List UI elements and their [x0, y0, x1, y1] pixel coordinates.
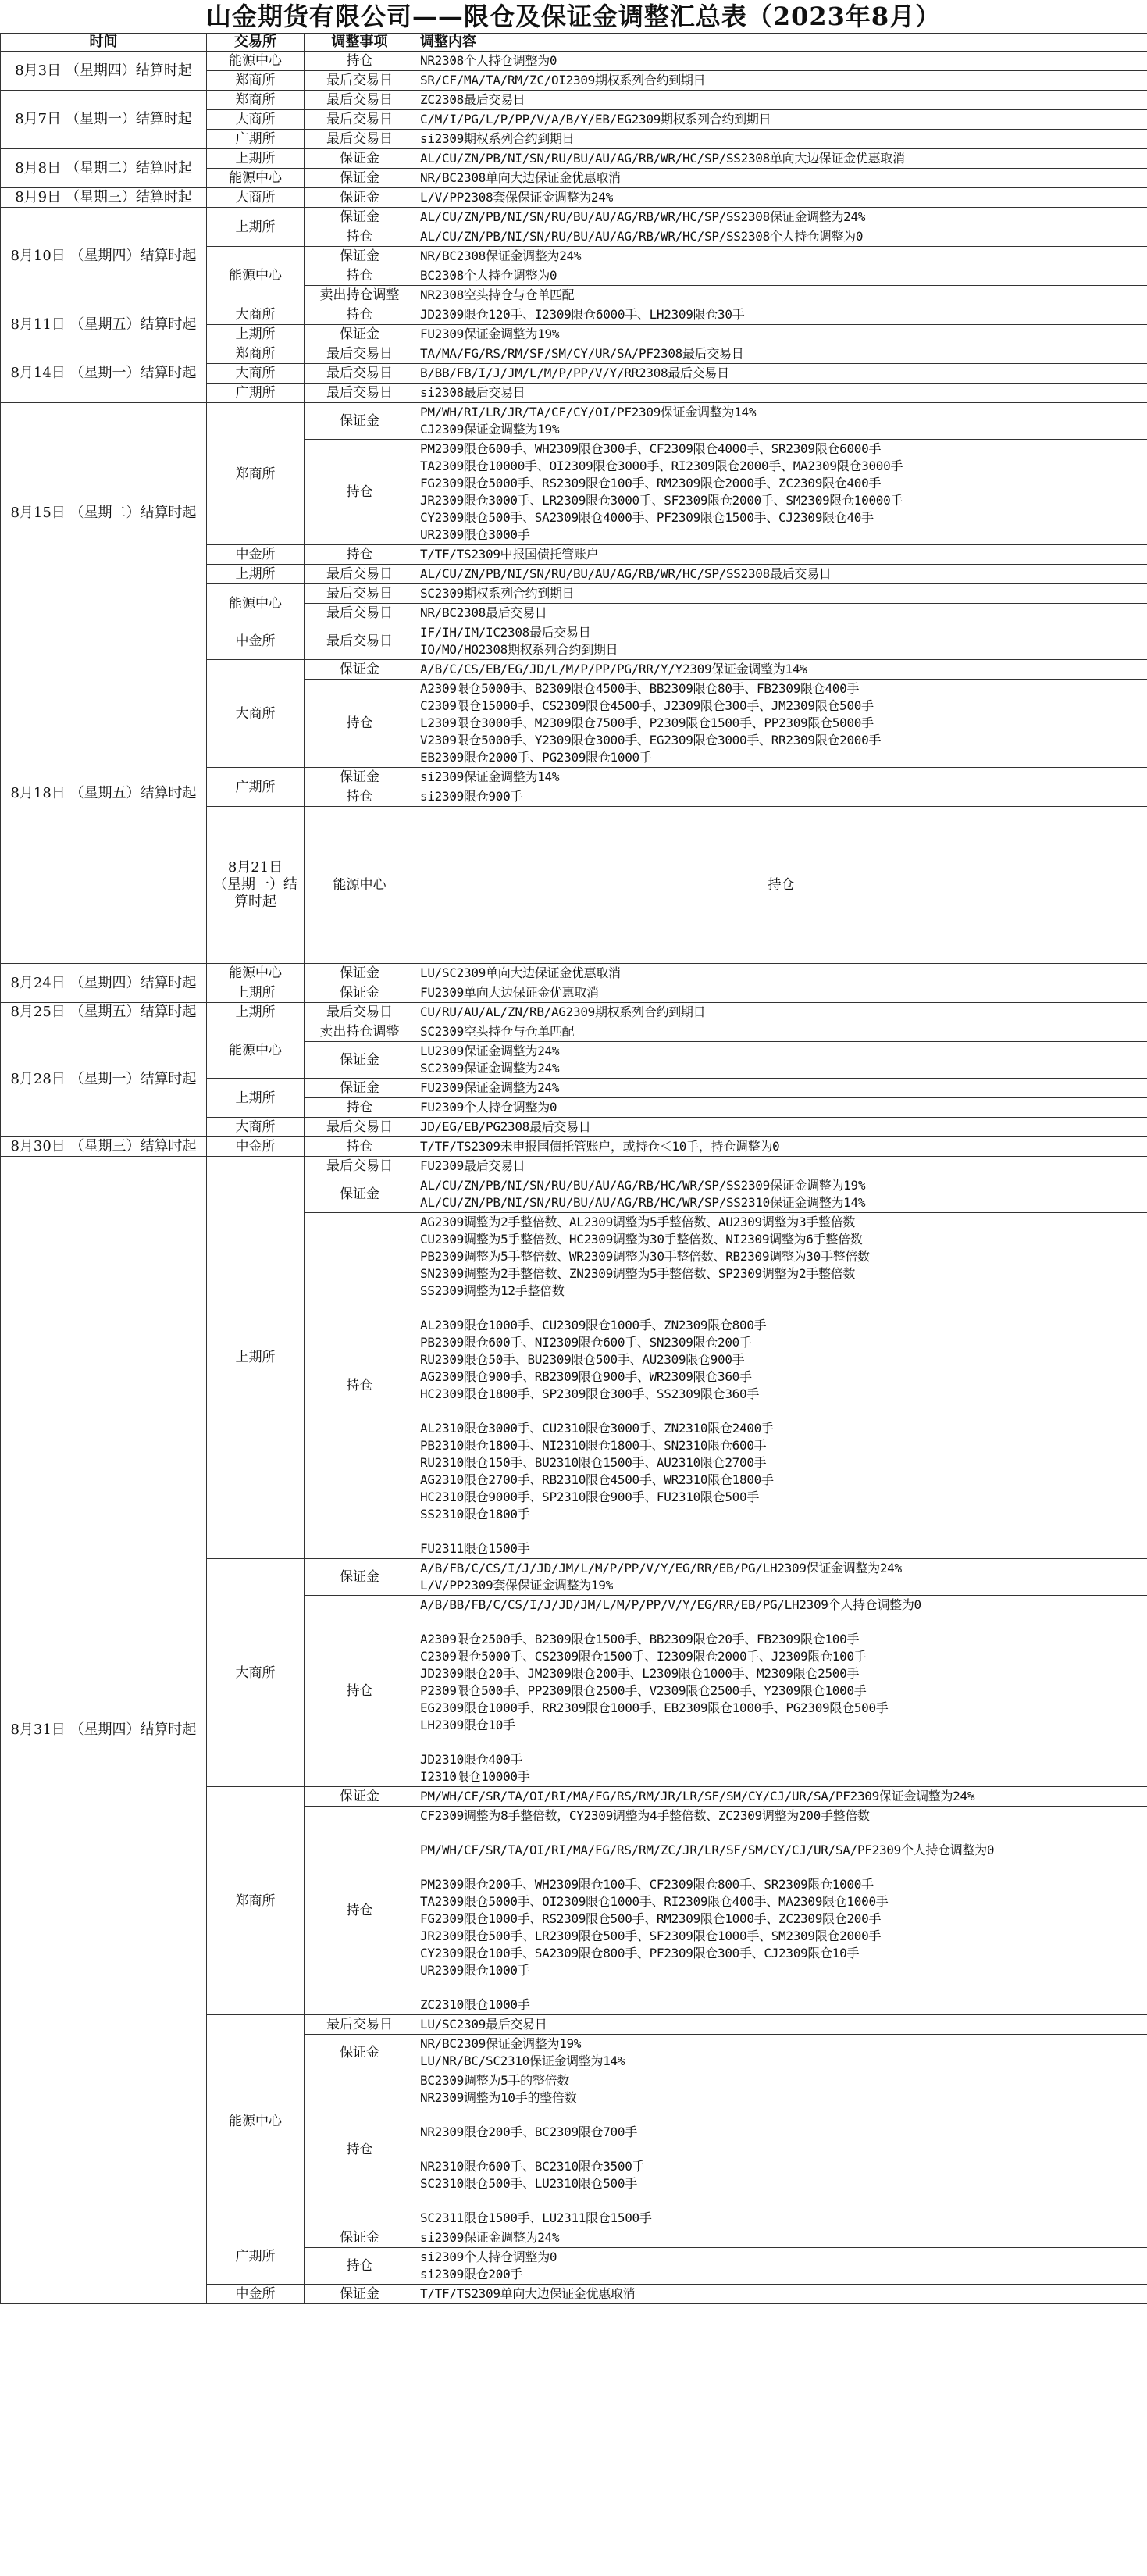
adjustment-type-cell: 持仓	[415, 807, 1147, 964]
date-cell: 8月18日 （星期五）结算时起	[1, 623, 207, 964]
adjustment-type-cell: 保证金	[305, 325, 415, 344]
exchange-cell: 大商所	[207, 364, 305, 384]
adjustment-content-cell: PM/WH/RI/LR/JR/TA/CF/CY/OI/PF2309保证金调整为14% CJ2309保证金调整为19%	[415, 403, 1147, 440]
adjustment-content-cell: LU/SC2309单向大边保证金优惠取消	[415, 964, 1147, 983]
date-cell: 8月11日 （星期五）结算时起	[1, 305, 207, 344]
date-cell: 8月21日 （星期一）结算时起	[207, 807, 305, 964]
adjustment-type-cell: 保证金	[305, 188, 415, 208]
table-row	[1, 305, 1147, 325]
adjustment-type-cell: 保证金	[305, 983, 415, 1003]
adjustment-type-cell: 持仓	[305, 1807, 415, 2015]
adjustment-type-cell: 最后交易日	[305, 364, 415, 384]
exchange-cell: 上期所	[207, 1079, 305, 1118]
adjustment-content-cell: AL/CU/ZN/PB/NI/SN/RU/BU/AU/AG/RB/WR/HC/SP/SS2308单向大边保证金优惠取消	[415, 149, 1147, 169]
adjustment-content-cell: PM2309限仓600手、WH2309限仓300手、CF2309限仓4000手、SR2309限仓6000手 TA2309限仓10000手、OI2309限仓3000手、RI2309限仓2000手、MA2309限仓3000手 FG2309限仓5000手、RS2309限仓100手、RM2309限仓2000手、ZC2309限仓400手 JR2309限仓3000手、LR2309限仓3000手、SF2309限仓2000手、SM2309限仓10000手 CY2309限仓500手、SA2309限仓4000手、PF2309限仓1500手、CJ2309限仓40手 UR2309限仓3000手	[415, 440, 1147, 545]
exchange-cell: 广期所	[207, 384, 305, 403]
adjustment-content-cell: TA/MA/FG/RS/RM/SF/SM/CY/UR/SA/PF2308最后交易日	[415, 344, 1147, 364]
exchange-cell: 郑商所	[207, 71, 305, 91]
table-body	[1, 52, 1147, 2304]
date-cell: 8月15日 （星期二）结算时起	[1, 403, 207, 623]
adjustment-content-cell: FU2309保证金调整为24%	[415, 1079, 1147, 1098]
adjustment-type-cell: 持仓	[305, 1137, 415, 1157]
adjustment-type-cell: 持仓	[305, 52, 415, 71]
adjustment-type-cell: 持仓	[305, 1213, 415, 1559]
adjustment-content-cell: FU2309保证金调整为19%	[415, 325, 1147, 344]
adjustment-type-cell: 保证金	[305, 149, 415, 169]
adjustment-type-cell: 持仓	[305, 545, 415, 565]
adjustment-type-cell: 最后交易日	[305, 1003, 415, 1022]
table-row	[1, 964, 1147, 983]
adjustment-content-cell: NR2308空头持仓与仓单匹配	[415, 286, 1147, 305]
table-row	[1, 403, 1147, 440]
exchange-cell: 能源中心	[207, 247, 305, 305]
adjustment-content-cell: SR/CF/MA/TA/RM/ZC/OI2309期权系列合约到期日	[415, 71, 1147, 91]
adjustment-content-cell: SC2309空头持仓与仓单匹配	[415, 1022, 1147, 1042]
table-row	[1, 91, 1147, 110]
exchange-cell: 大商所	[207, 1559, 305, 1787]
adjustment-content-cell: CU/RU/AU/AL/ZN/RB/AG2309期权系列合约到期日	[415, 1003, 1147, 1022]
adjustment-type-cell: 最后交易日	[305, 604, 415, 623]
exchange-cell: 上期所	[207, 983, 305, 1003]
adjustment-content-cell: FU2309单向大边保证金优惠取消	[415, 983, 1147, 1003]
table-row	[1, 208, 1147, 227]
adjustment-type-cell: 保证金	[305, 169, 415, 188]
adjustment-type-cell: 卖出持仓调整	[305, 1022, 415, 1042]
exchange-cell: 能源中心	[207, 52, 305, 71]
exchange-cell: 能源中心	[207, 2015, 305, 2228]
adjustment-content-cell: NR/BC2309保证金调整为19% LU/NR/BC/SC2310保证金调整为14%	[415, 2035, 1147, 2071]
table-header-row	[1, 34, 1147, 52]
header-content: 调整内容	[415, 34, 1147, 52]
exchange-cell: 能源中心	[207, 964, 305, 983]
exchange-cell: 中金所	[207, 1137, 305, 1157]
adjustment-content-cell: A2309限仓5000手、B2309限仓4500手、BB2309限仓80手、FB2309限仓400手 C2309限仓15000手、CS2309限仓4500手、J2309限仓300手、JM2309限仓500手 L2309限仓3000手、M2309限仓7500手、P2309限仓1500手、PP2309限仓5000手 V2309限仓5000手、Y2309限仓3000手、EG2309限仓3000手、RR2309限仓2000手 EB2309限仓2000手、PG2309限仓1000手	[415, 680, 1147, 768]
adjustment-type-cell: 最后交易日	[305, 2015, 415, 2035]
adjustment-type-cell: 持仓	[305, 227, 415, 247]
exchange-cell: 上期所	[207, 149, 305, 169]
adjustment-type-cell: 最后交易日	[305, 91, 415, 110]
adjustment-type-cell: 保证金	[305, 403, 415, 440]
table-row	[1, 344, 1147, 364]
exchange-cell: 能源中心	[207, 169, 305, 188]
date-cell: 8月31日 （星期四）结算时起	[1, 1157, 207, 2304]
adjustment-content-cell: BC2309调整为5手的整倍数 NR2309调整为10手的整倍数 NR2309限仓200手、BC2309限仓700手 NR2310限仓600手、BC2310限仓3500手 SC2310限仓500手、LU2310限仓500手 SC2311限仓1500手、LU2311限仓1500手	[415, 2071, 1147, 2228]
exchange-cell: 郑商所	[207, 344, 305, 364]
exchange-cell: 广期所	[207, 130, 305, 149]
date-cell: 8月30日 （星期三）结算时起	[1, 1137, 207, 1157]
adjustment-content-cell: si2309个人持仓调整为0 si2309限仓200手	[415, 2248, 1147, 2285]
adjustment-content-cell: AL/CU/ZN/PB/NI/SN/RU/BU/AU/AG/RB/HC/WR/SP/SS2309保证金调整为19% AL/CU/ZN/PB/NI/SN/RU/BU/AU/AG/RB/HC/WR/SP/SS2310保证金调整为14%	[415, 1176, 1147, 1213]
exchange-cell: 能源中心	[207, 584, 305, 623]
adjustment-content-cell: PM/WH/CF/SR/TA/OI/RI/MA/FG/RS/RM/JR/LR/SF/SM/CY/CJ/UR/SA/PF2309保证金调整为24%	[415, 1787, 1147, 1807]
adjustment-type-cell: 最后交易日	[305, 130, 415, 149]
exchange-cell: 上期所	[207, 1003, 305, 1022]
exchange-cell: 广期所	[207, 768, 305, 807]
adjustment-type-cell: 保证金	[305, 1079, 415, 1098]
adjustment-content-cell: NR/BC2308保证金调整为24%	[415, 247, 1147, 266]
adjustment-content-cell: C/M/I/PG/L/P/PP/V/A/B/Y/EB/EG2309期权系列合约到期日	[415, 110, 1147, 130]
exchange-cell: 上期所	[207, 1157, 305, 1559]
adjustment-content-cell: L/V/PP2308套保保证金调整为24%	[415, 188, 1147, 208]
adjustment-content-cell: FU2309个人持仓调整为0	[415, 1098, 1147, 1118]
date-cell: 8月10日 （星期四）结算时起	[1, 208, 207, 305]
adjustment-type-cell: 保证金	[305, 1559, 415, 1596]
adjustment-type-cell: 最后交易日	[305, 110, 415, 130]
date-cell: 8月3日 （星期四）结算时起	[1, 52, 207, 91]
header-time: 时间	[1, 34, 207, 52]
exchange-cell: 郑商所	[207, 403, 305, 545]
exchange-cell: 大商所	[207, 305, 305, 325]
adjustment-content-cell: AL/CU/ZN/PB/NI/SN/RU/BU/AU/AG/RB/WR/HC/SP/SS2308保证金调整为24%	[415, 208, 1147, 227]
exchange-cell: 上期所	[207, 208, 305, 247]
adjustment-content-cell: si2308最后交易日	[415, 384, 1147, 403]
adjustment-content-cell: JD2309限仓120手、I2309限仓6000手、LH2309限仓30手	[415, 305, 1147, 325]
table-row	[1, 1022, 1147, 1042]
adjustment-type-cell: 保证金	[305, 964, 415, 983]
date-cell: 8月8日 （星期二）结算时起	[1, 149, 207, 188]
adjustment-content-cell: ZC2308最后交易日	[415, 91, 1147, 110]
adjustment-type-cell: 保证金	[305, 1176, 415, 1213]
adjustment-content-cell: si2309保证金调整为14%	[415, 768, 1147, 787]
date-cell: 8月24日 （星期四）结算时起	[1, 964, 207, 1003]
adjustment-type-cell: 保证金	[305, 1042, 415, 1079]
adjustment-type-cell: 最后交易日	[305, 584, 415, 604]
adjustment-type-cell: 持仓	[305, 787, 415, 807]
adjustment-content-cell: T/TF/TS2309未申报国债托管账户，或持仓＜10手，持仓调整为0	[415, 1137, 1147, 1157]
adjustment-content-cell: CF2309调整为8手整倍数，CY2309调整为4手整倍数、ZC2309调整为200手整倍数 PM/WH/CF/SR/TA/OI/RI/MA/FG/RS/RM/ZC/JR/LR/SF/SM/CY/CJ/UR/SA/PF2309个人持仓调整为0 PM2309限仓200手、WH2309限仓100手、CF2309限仓800手、SR2309限仓1000手 TA2309限仓5000手、OI2309限仓1000手、RI2309限仓400手、MA2309限仓1000手 FG2309限仓1000手、RS2309限仓500手、RM2309限仓1000手、ZC2309限仓200手 JR2309限仓500手、LR2309限仓500手、SF2309限仓1000手、SM2309限仓2000手 CY2309限仓100手、SA2309限仓800手、PF2309限仓300手、CJ2309限仓10手 UR2309限仓1000手 ZC2310限仓1000手	[415, 1807, 1147, 2015]
adjustment-type-cell: 最后交易日	[305, 1118, 415, 1137]
date-cell: 8月9日 （星期三）结算时起	[1, 188, 207, 208]
adjustment-type-cell: 最后交易日	[305, 623, 415, 660]
exchange-cell: 广期所	[207, 2228, 305, 2285]
adjustment-content-cell: IF/IH/IM/IC2308最后交易日 IO/MO/HO2308期权系列合约到期日	[415, 623, 1147, 660]
table-row	[1, 623, 1147, 660]
adjustment-type-cell: 保证金	[305, 1787, 415, 1807]
exchange-cell: 上期所	[207, 565, 305, 584]
adjustment-type-cell: 持仓	[305, 266, 415, 286]
date-cell: 8月14日 （星期一）结算时起	[1, 344, 207, 403]
adjustment-content-cell: T/TF/TS2309单向大边保证金优惠取消	[415, 2285, 1147, 2304]
adjustment-type-cell: 持仓	[305, 680, 415, 768]
adjustment-type-cell: 保证金	[305, 2035, 415, 2071]
adjustment-content-cell: si2309期权系列合约到期日	[415, 130, 1147, 149]
adjustment-type-cell: 保证金	[305, 247, 415, 266]
table-row	[1, 1157, 1147, 1176]
adjustment-content-cell: LU2309保证金调整为24% SC2309保证金调整为24%	[415, 1042, 1147, 1079]
table-row	[1, 1003, 1147, 1022]
adjustment-content-cell: A/B/C/CS/EB/EG/JD/L/M/P/PP/PG/RR/Y/Y2309保证金调整为14%	[415, 660, 1147, 680]
adjustment-content-cell: B/BB/FB/I/J/JM/L/M/P/PP/V/Y/RR2308最后交易日	[415, 364, 1147, 384]
exchange-cell: 大商所	[207, 1118, 305, 1137]
adjustment-type-cell: 持仓	[305, 2248, 415, 2285]
header-exchange: 交易所	[207, 34, 305, 52]
adjustment-content-cell: A/B/FB/C/CS/I/J/JD/JM/L/M/P/PP/V/Y/EG/RR/EB/PG/LH2309保证金调整为24% L/V/PP2309套保保证金调整为19%	[415, 1559, 1147, 1596]
table-row	[1, 149, 1147, 169]
adjustment-content-cell: BC2308个人持仓调整为0	[415, 266, 1147, 286]
date-cell: 8月7日 （星期一）结算时起	[1, 91, 207, 149]
adjustment-content-cell: AL/CU/ZN/PB/NI/SN/RU/BU/AU/AG/RB/WR/HC/SP/SS2308最后交易日	[415, 565, 1147, 584]
adjustment-type-cell: 最后交易日	[305, 565, 415, 584]
exchange-cell: 中金所	[207, 623, 305, 660]
date-cell: 8月28日 （星期一）结算时起	[1, 1022, 207, 1137]
adjustment-type-cell: 保证金	[305, 660, 415, 680]
adjustment-type-cell: 持仓	[305, 1596, 415, 1787]
adjustment-content-cell: si2309保证金调整为24%	[415, 2228, 1147, 2248]
exchange-cell: 郑商所	[207, 1787, 305, 2015]
exchange-cell: 大商所	[207, 660, 305, 768]
page-title: 山金期货有限公司——限仓及保证金调整汇总表（2023年8月）	[205, 2, 942, 31]
exchange-cell: 中金所	[207, 545, 305, 565]
adjustment-type-cell: 持仓	[305, 440, 415, 545]
exchange-cell: 能源中心	[305, 807, 415, 964]
adjustment-type-cell: 持仓	[305, 2071, 415, 2228]
table-row	[1, 52, 1147, 71]
exchange-cell: 郑商所	[207, 91, 305, 110]
adjustment-type-cell: 最后交易日	[305, 384, 415, 403]
adjustment-type-cell: 保证金	[305, 208, 415, 227]
adjustment-content-cell: AL/CU/ZN/PB/NI/SN/RU/BU/AU/AG/RB/WR/HC/SP/SS2308个人持仓调整为0	[415, 227, 1147, 247]
adjustment-table	[0, 33, 1147, 2304]
adjustment-content-cell: si2309限仓900手	[415, 787, 1147, 807]
adjustment-type-cell: 最后交易日	[305, 344, 415, 364]
table-row	[1, 1137, 1147, 1157]
adjustment-type-cell: 持仓	[305, 1098, 415, 1118]
adjustment-content-cell: NR/BC2308单向大边保证金优惠取消	[415, 169, 1147, 188]
adjustment-content-cell: NR/BC2308最后交易日	[415, 604, 1147, 623]
adjustment-content-cell: FU2309最后交易日	[415, 1157, 1147, 1176]
adjustment-content-cell: JD/EG/EB/PG2308最后交易日	[415, 1118, 1147, 1137]
adjustment-type-cell: 保证金	[305, 2228, 415, 2248]
adjustment-type-cell: 最后交易日	[305, 1157, 415, 1176]
adjustment-content-cell: SC2309期权系列合约到期日	[415, 584, 1147, 604]
exchange-cell: 大商所	[207, 188, 305, 208]
table-row	[1, 188, 1147, 208]
adjustment-type-cell: 最后交易日	[305, 71, 415, 91]
adjustment-content-cell: A/B/BB/FB/C/CS/I/J/JD/JM/L/M/P/PP/V/Y/EG/RR/EB/PG/LH2309个人持仓调整为0 A2309限仓2500手、B2309限仓1500手、BB2309限仓20手、FB2309限仓100手 C2309限仓5000手、CS2309限仓1500手、I2309限仓2000手、J2309限仓100手 JD2309限仓20手、JM2309限仓200手、L2309限仓1000手、M2309限仓2500手 P2309限仓500手、PP2309限仓2500手、V2309限仓2500手、Y2309限仓1000手 EG2309限仓1000手、RR2309限仓1000手、EB2309限仓1000手、PG2309限仓500手 LH2309限仓10手 JD2310限仓400手 I2310限仓10000手	[415, 1596, 1147, 1787]
date-cell: 8月25日 （星期五）结算时起	[1, 1003, 207, 1022]
adjustment-type-cell: 保证金	[305, 2285, 415, 2304]
exchange-cell: 上期所	[207, 325, 305, 344]
adjustment-content-cell: AG2309调整为2手整倍数、AL2309调整为5手整倍数、AU2309调整为3手整倍数 CU2309调整为5手整倍数、HC2309调整为30手整倍数、NI2309调整为6手整倍数 PB2309调整为5手整倍数、WR2309调整为30手整倍数、RB2309调整为30手整倍数 SN2309调整为2手整倍数、ZN2309调整为5手整倍数、SP2309调整为2手整倍数 SS2309调整为12手整倍数 AL2309限仓1000手、CU2309限仓1000手、ZN2309限仓800手 PB2309限仓600手、NI2309限仓600手、SN2309限仓200手 RU2309限仓50手、BU2309限仓500手、AU2309限仓900手 AG2309限仓900手、RB2309限仓900手、WR2309限仓360手 HC2309限仓1800手、SP2309限仓300手、SS2309限仓360手 AL2310限仓3000手、CU2310限仓3000手、ZN2310限仓2400手 PB2310限仓1800手、NI2310限仓1800手、SN2310限仓600手 RU2310限仓150手、BU2310限仓1500手、AU2310限仓2700手 AG2310限仓2700手、RB2310限仓4500手、WR2310限仓1800手 HC2310限仓9000手、SP2310限仓900手、FU2310限仓500手 SS2310限仓1800手 FU2311限仓1500手	[415, 1213, 1147, 1559]
adjustment-type-cell: 保证金	[305, 768, 415, 787]
exchange-cell: 中金所	[207, 2285, 305, 2304]
adjustment-content-cell: NR2308个人持仓调整为0	[415, 52, 1147, 71]
exchange-cell: 能源中心	[207, 1022, 305, 1079]
adjustment-type-cell: 持仓	[305, 305, 415, 325]
adjustment-content-cell: T/TF/TS2309中报国债托管账户	[415, 545, 1147, 565]
adjustment-content-cell: LU/SC2309最后交易日	[415, 2015, 1147, 2035]
adjustment-type-cell: 卖出持仓调整	[305, 286, 415, 305]
exchange-cell: 大商所	[207, 110, 305, 130]
header-item: 调整事项	[305, 34, 415, 52]
